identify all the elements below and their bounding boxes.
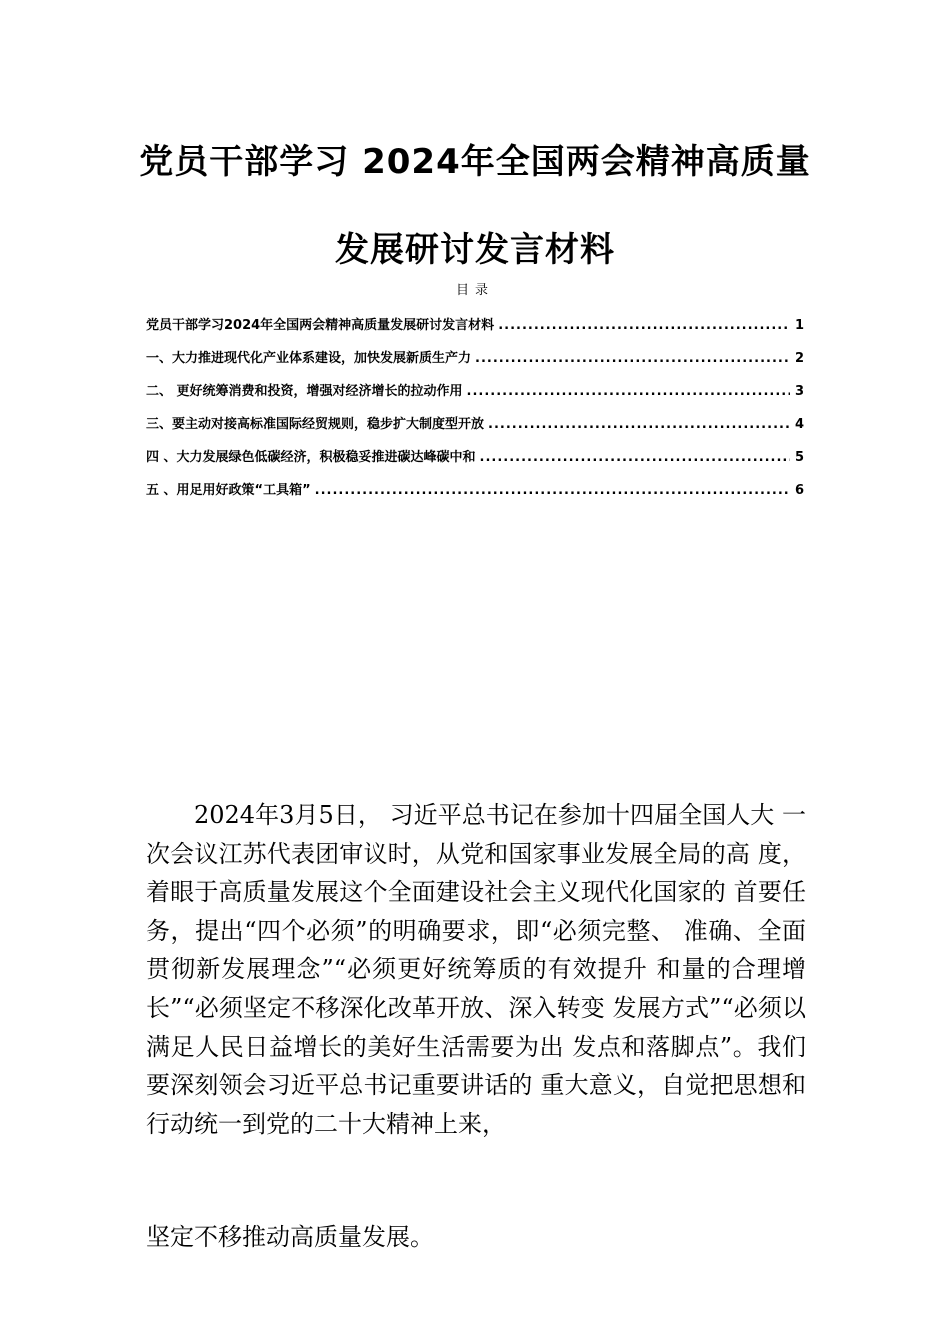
body-paragraph: 2024年3月5日， 习近平总书记在参加十四届全国人大 一次会议江苏代表团审议时，从党和国家事业发展全局的高 度， 着眼于高质量发展这个全面建设社会主义现代化国家的 首要任务，提出“四个必须”的明确要求，即“必须完整、 准确、全面贯彻新发展理念”“必须更好统筹质的有效提升 和量的合理增长”“必须坚定不移深化改革开放、深入转变 发展方式”“必须以满足人民日益增长的美好生活需要为出 发点和落脚点”。我们要深刻领会习近平总书记重要讲话的 重大意义，自觉把思想和行动统一到党的二十大精神上来， — [146, 801, 806, 1138]
toc-entry[interactable] — [146, 479, 804, 512]
toc-entry[interactable] — [146, 380, 804, 413]
toc-leader-dots — [315, 483, 790, 498]
toc-entry[interactable] — [146, 413, 804, 446]
toc-leader-dots — [498, 318, 790, 333]
toc-entry-page: 4 — [794, 417, 804, 432]
toc-leader-dots — [480, 450, 790, 465]
table-of-contents — [146, 314, 804, 512]
toc-entry[interactable] — [146, 347, 804, 380]
toc-entry-text: 一、大力推进现代化产业体系建设，加快发展新质生产力 — [146, 351, 472, 366]
toc-leader-dots — [475, 351, 790, 366]
toc-entry-text: 五 、用足用好政策“工具箱” — [146, 483, 311, 498]
toc-leader-dots — [467, 384, 790, 399]
toc-entry-page: 6 — [794, 483, 804, 498]
toc-entry-page: 2 — [794, 351, 804, 366]
toc-heading: 目录 — [455, 283, 494, 298]
toc-entry-page: 1 — [794, 318, 804, 333]
toc-entry-text: 二、 更好统筹消费和投资，增强对经济增长的拉动作用 — [146, 384, 463, 399]
toc-entry-page: 5 — [794, 450, 804, 465]
toc-entry[interactable] — [146, 314, 804, 347]
document-title-line-2: 发展研讨发言材料 — [335, 230, 615, 270]
toc-entry[interactable] — [146, 446, 804, 479]
toc-leader-dots — [488, 417, 790, 432]
document-title-line-1: 党员干部学习 2024年全国两会精神高质量 — [139, 142, 811, 182]
toc-entry-text: 四 、大力发展绿色低碳经济，积极稳妥推进碳达峰碳中和 — [146, 450, 476, 465]
toc-entry-text: 党员干部学习2024年全国两会精神高质量发展研讨发言材料 — [146, 318, 495, 333]
closing-line: 坚定不移推动高质量发展。 — [146, 1223, 434, 1251]
toc-entry-page: 3 — [794, 384, 804, 399]
toc-entry-text: 三、要主动对接高标准国际经贸规则，稳步扩大制度型开放 — [146, 417, 485, 432]
